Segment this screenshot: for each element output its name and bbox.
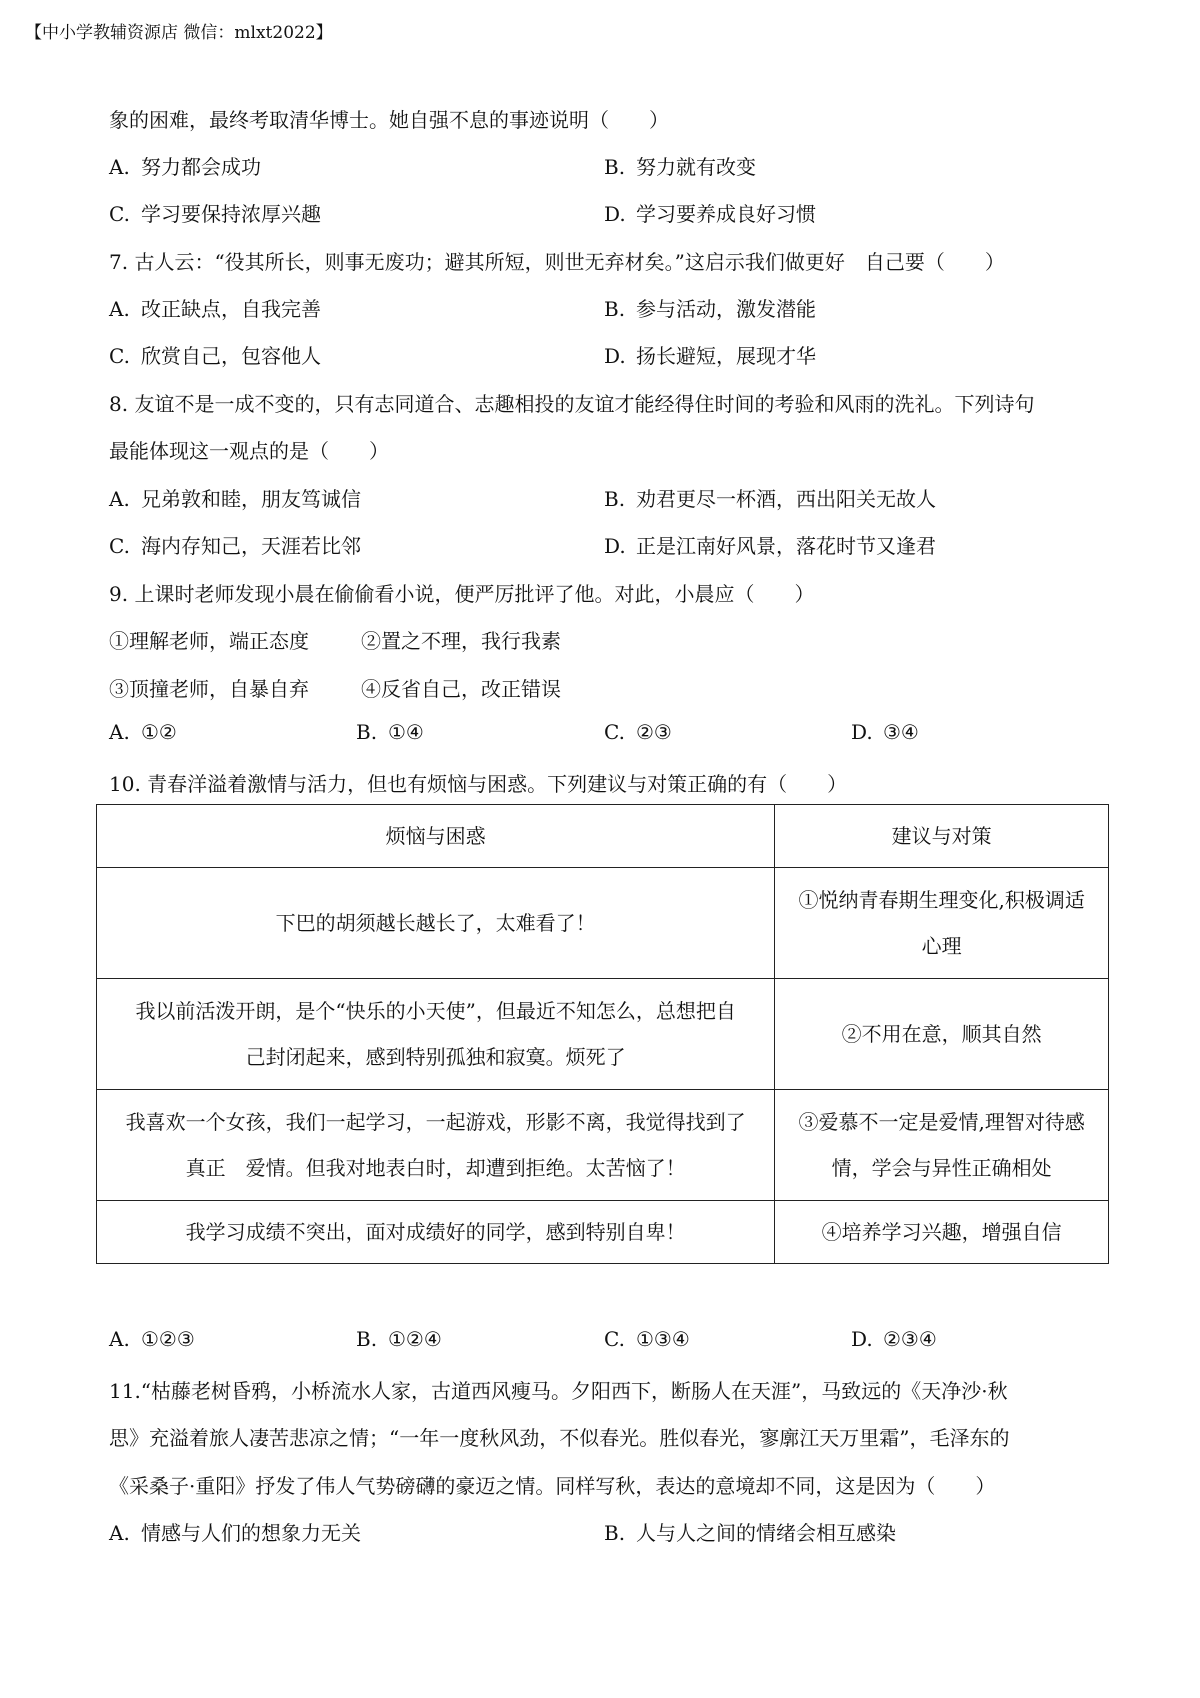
q8-option-c: C. 海内存知己，天涯若比邻 [109,534,361,558]
q9-item-4: ④反省自己，改正错误 [361,677,561,701]
q9-stem: 9. 上课时老师发现小晨在偷偷看小说，便严厉批评了他。对此，小晨应（ ） [109,582,815,606]
table-row [97,868,1109,979]
q9-option-d: D. ③④ [851,720,919,744]
q10-table [96,804,1109,1264]
q7-option-a: A. 改正缺点，自我完善 [109,297,321,321]
q9-option-c: C. ②③ [604,720,672,744]
q9-item-2: ②置之不理，我行我素 [361,629,561,653]
q10-option-a: A. ①②③ [109,1327,195,1351]
q8-stem-line1: 8. 友谊不是一成不变的，只有志同道合、志趣相投的友谊才能经得住时间的考验和风雨的洗礼。下列诗句 [109,392,1035,416]
q6-option-a: A. 努力都会成功 [109,155,261,179]
q6-stem: 象的困难，最终考取清华博士。她自强不息的事迹说明（ ） [109,108,669,132]
table-header-advice: 建议与对策 [775,805,1109,868]
table-header-row [97,805,1109,868]
q7-option-d: D. 扬长避短，展现才华 [604,344,816,368]
q6-option-d: D. 学习要养成良好习惯 [604,202,816,226]
q11-stem-line3: 《采桑子·重阳》抒发了伟人气势磅礴的豪迈之情。同样写秋，表达的意境却不同，这是因为（ ） [109,1474,996,1498]
table-row [97,979,1109,1090]
table-cell-trouble: 我喜欢一个女孩，我们一起学习，一起游戏，形影不离，我觉得找到了 真正 爱情。但我对地表白时，却遭到拒绝。太苦恼了！ [97,1090,775,1201]
q11-stem-line2: 思》充溢着旅人凄苦悲凉之情；“一年一度秋风劲，不似春光。胜似春光，寥廓江天万里霜”，毛泽东的 [109,1426,1010,1450]
table-cell-advice: ④培养学习兴趣，增强自信 [775,1201,1109,1264]
q10-option-d: D. ②③④ [851,1327,937,1351]
q11-option-a: A. 情感与人们的想象力无关 [109,1521,361,1545]
table-cell-advice: ③爱慕不一定是爱情,理智对待感 情，学会与异性正确相处 [775,1090,1109,1201]
q10-stem: 10. 青春洋溢着激情与活力，但也有烦恼与困惑。下列建议与对策正确的有（ ） [109,772,848,796]
q6-option-c: C. 学习要保持浓厚兴趣 [109,202,321,226]
q9-item-1: ①理解老师，端正态度 [109,629,309,653]
table-cell-trouble: 下巴的胡须越长越长了，太难看了！ [97,868,775,979]
q10-option-c: C. ①③④ [604,1327,690,1351]
table-row [97,1201,1109,1264]
q8-option-d: D. 正是江南好风景，落花时节又逢君 [604,534,936,558]
q8-option-b: B. 劝君更尽一杯酒，西出阳关无故人 [604,487,936,511]
q11-option-b: B. 人与人之间的情绪会相互感染 [604,1521,896,1545]
q8-stem-line2: 最能体现这一观点的是（ ） [109,439,389,463]
q9-option-a: A. ①② [109,720,177,744]
q7-stem: 7. 古人云：“役其所长，则事无废功；避其所短，则世无弃材矣。”这启示我们做更好 自己要（ ） [109,250,1005,274]
q7-option-c: C. 欣赏自己，包容他人 [109,344,321,368]
table-cell-advice: ①悦纳青春期生理变化,积极调适 心理 [775,868,1109,979]
table-header-trouble: 烦恼与困惑 [97,805,775,868]
watermark-header: 【中小学教辅资源店 微信：mlxt2022】 [25,23,333,43]
q10-option-b: B. ①②④ [356,1327,442,1351]
table-cell-advice: ②不用在意，顺其自然 [775,979,1109,1090]
table-row [97,1090,1109,1201]
q9-item-3: ③顶撞老师，自暴自弃 [109,677,309,701]
table-cell-trouble: 我以前活泼开朗，是个“快乐的小天使”，但最近不知怎么，总想把自 己封闭起来，感到特别孤独和寂寞。烦死了 [97,979,775,1090]
q9-option-b: B. ①④ [356,720,424,744]
q6-option-b: B. 努力就有改变 [604,155,756,179]
table-cell-trouble: 我学习成绩不突出，面对成绩好的同学，感到特别自卑！ [97,1201,775,1264]
q11-stem-line1: 11.“枯藤老树昏鸦，小桥流水人家，古道西风瘦马。夕阳西下，断肠人在天涯”，马致远的《天净沙·秋 [109,1379,1008,1403]
q8-option-a: A. 兄弟敦和睦，朋友笃诚信 [109,487,361,511]
q7-option-b: B. 参与活动，激发潜能 [604,297,816,321]
